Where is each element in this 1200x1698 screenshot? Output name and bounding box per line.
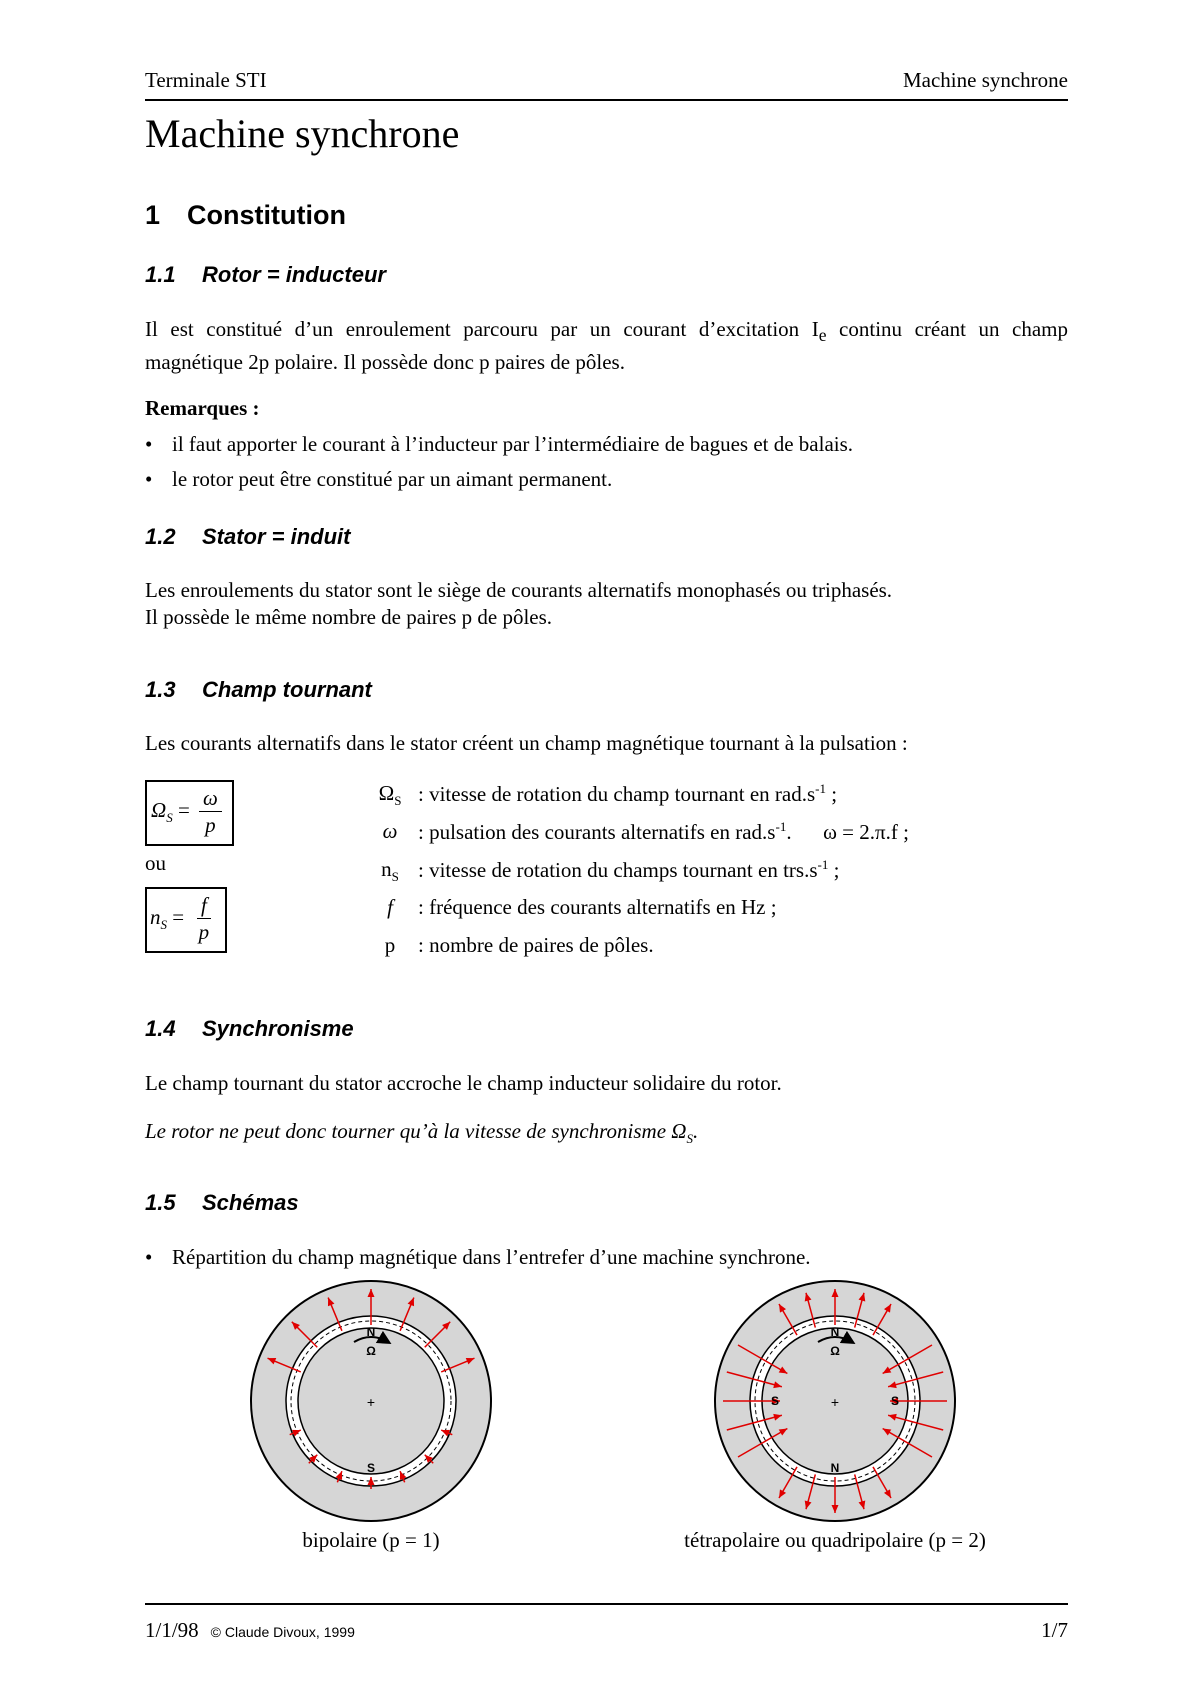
sync-sub: S	[686, 1131, 693, 1147]
rotor-text-a: Il est constitué d’un enroulement parcouru par un courant d’excitation I	[145, 317, 819, 341]
header-left: Terminale STI	[145, 68, 267, 92]
rotor-text-sub: e	[818, 325, 827, 346]
subsection-title: Schémas	[202, 1190, 299, 1215]
subsection-1-4-heading	[145, 1016, 354, 1042]
formula-box-omega	[145, 780, 234, 846]
fraction-denominator: p	[205, 813, 216, 837]
subsection-number: 1.4	[145, 1016, 176, 1041]
page-footer	[145, 1618, 1068, 1643]
pole-label-n-bottom: N	[830, 1461, 840, 1475]
formula-box-ns	[145, 887, 227, 953]
section-1-heading	[145, 200, 346, 231]
legend-sup: -1	[775, 819, 787, 834]
pole-label-s-left: S	[770, 1394, 780, 1408]
legend-text	[418, 781, 837, 807]
legend-symbol	[370, 819, 410, 844]
bipolar-machine-diagram	[248, 1278, 494, 1524]
list-item-text: il faut apporter le courant à l’inducteur par l’intermédiaire de bagues et de balais.	[172, 432, 854, 456]
subsection-1-3-heading	[145, 677, 372, 703]
formula-fraction	[199, 785, 222, 838]
omega-label: Ω	[830, 1344, 840, 1358]
subsection-number: 1.1	[145, 262, 176, 287]
footer-date: 1/1/98	[145, 1618, 199, 1642]
subsection-title: Rotor = inducteur	[202, 262, 386, 287]
formula-lhs	[151, 798, 190, 826]
list-item	[145, 432, 1068, 459]
legend-sym-sub: S	[394, 793, 402, 809]
formula-symbol: n	[150, 905, 161, 929]
pole-label-n-top: N	[830, 1325, 840, 1339]
legend-sup: -1	[815, 781, 826, 796]
formula-sub: S	[166, 810, 173, 826]
legend-symbol	[370, 857, 410, 885]
legend-sym-text: Ω	[378, 781, 395, 805]
center-mark: +	[830, 1394, 840, 1410]
legend-symbol	[370, 933, 410, 958]
symbol-legend	[370, 781, 1070, 971]
stator-line-1: Les enroulements du stator sont le siège de courants alternatifs monophasés ou triphasés.	[145, 578, 893, 602]
omega-label: Ω	[366, 1344, 376, 1358]
legend-symbol	[370, 895, 410, 920]
list-item	[145, 467, 1068, 494]
legend-sym-text: ω	[382, 819, 398, 843]
legend-desc: : fréquence des courants alternatifs en Hz ;	[418, 895, 777, 919]
header-right: Machine synchrone	[902, 68, 1068, 92]
subsection-title: Stator = induit	[202, 524, 351, 549]
fraction-numerator: f	[197, 892, 211, 919]
pole-label-s-right: S	[890, 1394, 900, 1408]
legend-text	[418, 895, 777, 920]
legend-tail: ;	[828, 858, 840, 882]
subsection-1-5-heading	[145, 1190, 299, 1216]
subsection-title: Synchronisme	[202, 1016, 354, 1041]
fraction-numerator: ω	[199, 785, 222, 812]
page-title: Machine synchrone	[145, 111, 460, 156]
subsection-1-1-heading	[145, 262, 386, 288]
legend-tail: . ω = 2.π.f ;	[786, 820, 909, 844]
legend-desc: : pulsation des courants alternatifs en rad.s	[418, 820, 776, 844]
legend-text	[418, 857, 839, 883]
subsection-number: 1.5	[145, 1190, 176, 1215]
subsection-number: 1.2	[145, 524, 176, 549]
bullet-icon: •	[145, 1245, 153, 1269]
synchronisme-line-2	[145, 1118, 1068, 1152]
pole-label-n: N	[366, 1325, 376, 1339]
tetrapolar-machine-diagram	[712, 1278, 958, 1524]
footer-copyright: © Claude Divoux, 1999	[210, 1624, 355, 1640]
formula-sub: S	[160, 917, 167, 933]
formula-eq: =	[172, 905, 185, 929]
legend-sup: -1	[817, 857, 829, 872]
formula-lhs	[150, 905, 184, 933]
bullet-icon: •	[145, 432, 153, 456]
center-mark: +	[366, 1394, 376, 1410]
section-number: 1	[145, 200, 161, 230]
legend-text	[418, 933, 654, 958]
legend-sym-text: p	[384, 933, 396, 957]
synchronisme-line-1: Le champ tournant du stator accroche le champ inducteur solidaire du rotor.	[145, 1071, 782, 1095]
legend-sym-sub: S	[391, 869, 399, 885]
legend-desc: : nombre de paires de pôles.	[418, 933, 654, 957]
legend-sym-text: f	[387, 895, 393, 919]
subsection-title: Champ tournant	[202, 677, 372, 702]
legend-desc: : vitesse de rotation du champ tournant en rad.s	[418, 782, 816, 806]
bullet-icon: •	[145, 467, 153, 491]
sync-end: .	[692, 1119, 699, 1143]
legend-sym-text: n	[381, 857, 392, 881]
legend-desc: : vitesse de rotation du champs tournant en trs.s	[418, 858, 818, 882]
legend-tail: ;	[826, 782, 838, 806]
section-title: Constitution	[187, 200, 346, 230]
diagram-caption-tetrapolar: tétrapolaire ou quadripolaire (p = 2)	[684, 1528, 986, 1552]
legend-text	[418, 819, 909, 845]
rotor-text-b: continu créant un champ magnétique 2p polaire. Il possède donc p paires de pôles.	[145, 317, 1068, 375]
ou-label: ou	[145, 851, 166, 875]
header-rule	[145, 99, 1068, 101]
subsection-number: 1.3	[145, 677, 176, 702]
legend-symbol	[370, 781, 410, 809]
champ-intro: Les courants alternatifs dans le stator créent un champ magnétique tournant à la pulsation :	[145, 731, 908, 755]
sync-text: Le rotor ne peut donc tourner qu’à la vitesse de synchronisme Ω	[145, 1119, 687, 1143]
diagram-caption-bipolar: bipolaire (p = 1)	[302, 1528, 440, 1552]
formula-eq: =	[177, 798, 190, 822]
fraction-denominator: p	[198, 920, 210, 944]
formula-symbol: Ω	[151, 798, 167, 822]
page-number: 1/7	[1041, 1618, 1068, 1642]
list-item-text: Répartition du champ magnétique dans l’entrefer d’une machine synchrone.	[172, 1245, 811, 1269]
page-header	[145, 68, 1068, 93]
rotor-paragraph	[145, 316, 1068, 376]
list-item	[145, 1245, 1068, 1272]
stator-line-2: Il possède le même nombre de paires p de pôles.	[145, 605, 553, 629]
remarks-label: Remarques :	[145, 396, 260, 420]
pole-label-s: S	[366, 1461, 376, 1475]
formula-fraction	[197, 892, 211, 945]
footer-rule	[145, 1603, 1068, 1605]
list-item-text: le rotor peut être constitué par un aimant permanent.	[172, 467, 613, 491]
subsection-1-2-heading	[145, 524, 351, 550]
